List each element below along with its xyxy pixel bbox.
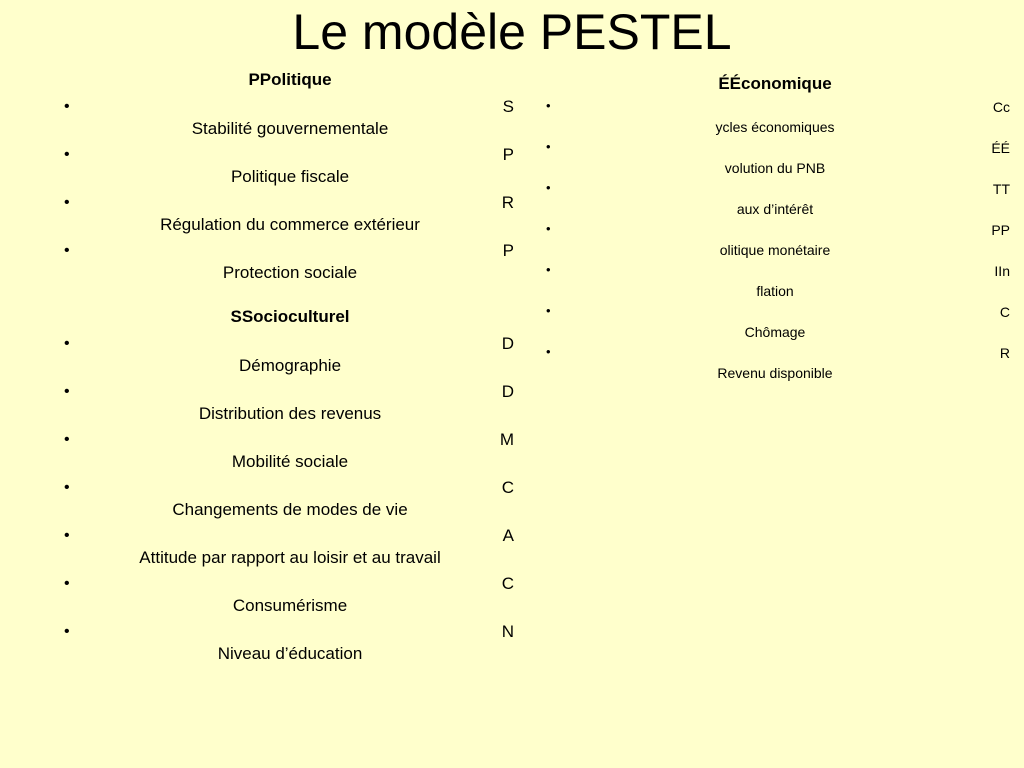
item-letter: P [502,145,514,164]
item-letter: IIn [994,263,1010,279]
item-letter: C [999,304,1010,320]
bullet-icon: • [64,527,70,544]
list-item [60,190,520,238]
bullet-icon: • [64,335,70,352]
list-item [60,379,520,427]
item-text: Revenu disponible [717,365,833,381]
list-item [540,260,1010,301]
item-text: Politique fiscale [230,167,350,186]
list-item [540,178,1010,219]
list-item [540,219,1010,260]
socioculturel-list [60,331,520,667]
item-letter: Cc [992,99,1010,115]
bullet-icon: • [64,146,70,163]
item-letter: A [502,526,514,545]
economique-list [540,96,1010,383]
bullet-icon: • [546,180,551,195]
bullet-icon: • [546,221,551,236]
bullet-icon: • [64,575,70,592]
list-item [60,619,520,667]
bullet-icon: • [546,262,551,277]
slide-title: Le modèle PESTEL [292,4,732,60]
item-letter: C [501,478,514,497]
item-text: ycles économiques [715,119,835,135]
item-letter: M [499,430,514,449]
list-item [60,475,520,523]
left-column [60,68,520,667]
list-item [60,142,520,190]
item-letter: ÉÉ [991,140,1010,156]
list-item [60,94,520,142]
item-letter: N [501,622,514,641]
bullet-icon: • [546,303,551,318]
list-item [60,331,520,379]
item-text: Protection sociale [222,263,358,282]
item-letter: D [501,382,514,401]
bullet-icon: • [64,431,70,448]
item-text: Niveau d’éducation [217,644,363,663]
bullet-icon: • [546,139,551,154]
list-item [540,301,1010,342]
list-item [60,238,520,286]
item-letter: P [502,241,514,260]
list-item [60,427,520,475]
item-text: Changements de modes de vie [172,500,408,519]
item-letter: R [999,345,1010,361]
item-letter: S [502,97,514,116]
item-letter: C [501,574,514,593]
list-item [60,571,520,619]
list-item [60,523,520,571]
item-text: Chômage [744,324,806,340]
item-letter: D [501,334,514,353]
item-text: volution du PNB [724,160,826,176]
item-text: olitique monétaire [719,242,831,258]
list-item [540,96,1010,137]
item-text: Mobilité sociale [231,452,349,471]
item-text: Distribution des revenus [198,404,382,423]
item-letter: TT [992,181,1010,197]
bullet-icon: • [64,98,70,115]
item-text: Régulation du commerce extérieur [160,215,420,234]
section-spacer [60,286,520,305]
bullet-icon: • [546,98,551,113]
right-column [540,72,1010,383]
list-item [540,137,1010,178]
bullet-icon: • [64,242,70,259]
politique-heading: PPolitique [248,70,332,89]
bullet-icon: • [64,383,70,400]
item-text: Stabilité gouvernementale [191,119,389,138]
bullet-icon: • [546,344,551,359]
economique-heading: ÉÉconomique [718,74,832,93]
politique-list [60,94,520,286]
bullet-icon: • [64,194,70,211]
socioculturel-heading: SSocioculturel [230,307,350,326]
item-text: Attitude par rapport au loisir et au travail [139,548,441,567]
item-letter: PP [991,222,1010,238]
item-text: Démographie [238,356,342,375]
item-text: aux d’intérêt [736,201,814,217]
bullet-icon: • [64,623,70,640]
list-item [540,342,1010,383]
item-text: Consumérisme [232,596,348,615]
item-letter: R [501,193,514,212]
bullet-icon: • [64,479,70,496]
item-text: flation [756,283,794,299]
